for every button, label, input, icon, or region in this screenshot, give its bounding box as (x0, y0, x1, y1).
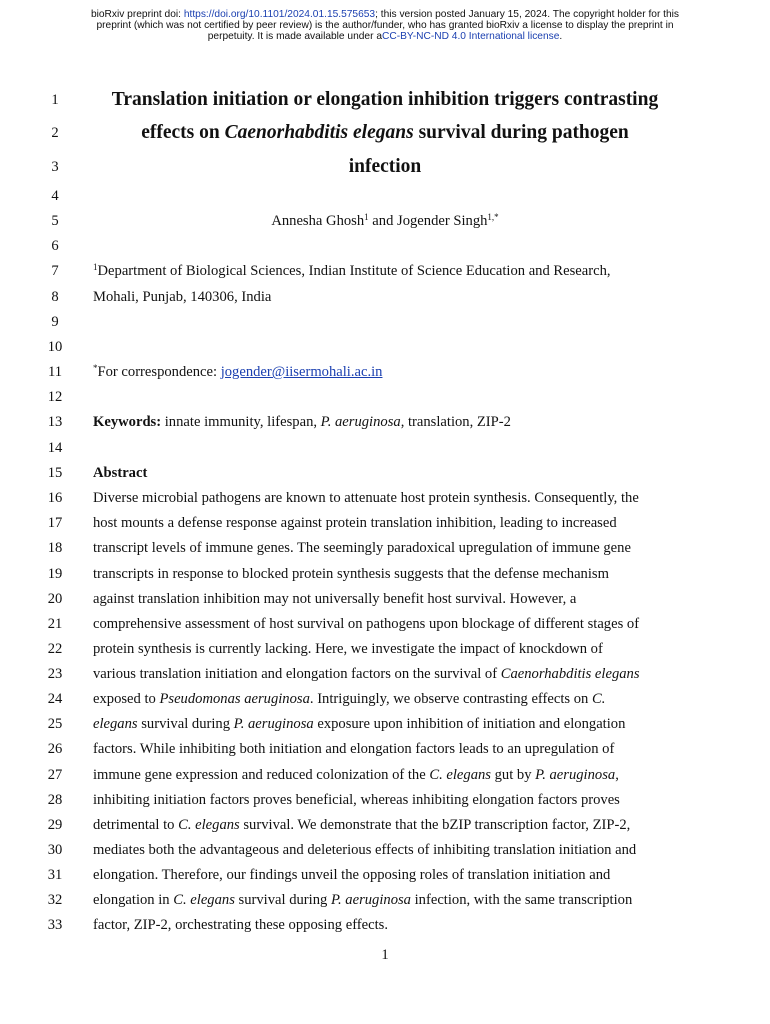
abstract-text: , (615, 767, 619, 783)
line-number: 17 (47, 515, 63, 531)
abstract-line (93, 666, 640, 683)
author-name: Annesha Ghosh (271, 213, 365, 229)
species-name: Caenorhabditis elegans (500, 666, 640, 682)
paper-title-line-2 (0, 122, 770, 144)
preprint-header-line-1 (0, 9, 770, 20)
line-number: 28 (47, 792, 63, 808)
species-name: elegans (93, 716, 138, 732)
affiliation-marker: 1 (93, 262, 98, 272)
affiliation-line-2: Mohali, Punjab, 140306, India (93, 289, 272, 305)
abstract-line: factors. While inhibiting both initiation and elongation factors leads to an upregulation of (93, 741, 615, 757)
abstract-line (93, 892, 632, 909)
species-name: C. elegans (178, 817, 240, 833)
abstract-line: against translation inhibition may not universally benefit host survival. However, a (93, 591, 577, 607)
affiliation-line-1 (93, 263, 611, 280)
line-number: 27 (47, 767, 63, 783)
correspondence (93, 364, 382, 381)
preprint-header-line-2: preprint (which was not certified by peer review) is the author/funder, who has granted bioRxiv a license to display the preprint in (96, 20, 674, 31)
abstract-line (93, 817, 630, 834)
author-name: Jogender Singh (397, 213, 488, 229)
keywords-text: innate immunity, lifespan, (161, 414, 321, 430)
abstract-text: exposed to (93, 691, 160, 707)
line-number: 21 (47, 616, 63, 632)
line-number: 20 (47, 591, 63, 607)
line-number: 3 (51, 159, 59, 175)
abstract-line: inhibiting initiation factors proves beneficial, whereas inhibiting elongation factors proves (93, 792, 620, 808)
line-number: 23 (47, 666, 63, 682)
abstract-line (93, 691, 605, 708)
abstract-text: survival during (137, 716, 234, 732)
line-number: 30 (47, 842, 63, 858)
abstract-text: immune gene expression and reduced colonization of the (93, 767, 430, 783)
correspondence-label: For correspondence: (97, 364, 221, 380)
title-species: Caenorhabditis elegans (224, 122, 414, 143)
abstract-line: protein synthesis is currently lacking. Here, we investigate the impact of knockdown of (93, 641, 603, 657)
abstract-line: elongation. Therefore, our findings unveil the opposing roles of translation initiation and (93, 867, 611, 883)
header-text: . (559, 31, 563, 42)
abstract-text: infection, with the same transcription (410, 892, 633, 908)
line-number: 26 (47, 741, 63, 757)
abstract-line (93, 767, 619, 784)
line-number: 13 (47, 414, 63, 430)
correspondence-email-link[interactable]: jogender@iisermohali.ac.in (220, 364, 383, 380)
header-text: bioRxiv preprint doi: (90, 9, 184, 20)
line-number: 9 (51, 314, 59, 330)
line-number: 22 (47, 641, 63, 657)
species-name: P. aeruginosa (233, 716, 314, 732)
abstract-heading-text: Abstract (93, 465, 148, 481)
header-text: ; this version posted January 15, 2024. The copyright holder for this (375, 9, 680, 20)
line-number: 25 (47, 716, 63, 732)
page-number: 1 (381, 947, 389, 963)
abstract-text: survival. We demonstrate that the bZIP transcription factor, ZIP-2, (239, 817, 631, 833)
line-number: 32 (47, 892, 63, 908)
abstract-line (93, 716, 625, 733)
affiliation-marker: 1 (364, 212, 369, 222)
line-number: 31 (47, 867, 63, 883)
line-number: 18 (47, 540, 63, 556)
species-name: P. aeruginosa (330, 892, 411, 908)
line-number: 19 (47, 566, 63, 582)
paper-title-line-3: infection (348, 156, 422, 177)
abstract-text: survival during (234, 892, 331, 908)
species-name: P. aeruginosa (535, 767, 616, 783)
abstract-text: . Intriguingly, we observe contrasting effects on (309, 691, 592, 707)
abstract-line: factor, ZIP-2, orchestrating these opposing effects. (93, 917, 388, 933)
line-number: 2 (51, 125, 59, 141)
species-name: C. (591, 691, 606, 707)
affiliation-text: Department of Biological Sciences, Indian Institute of Science Education and Research, (97, 263, 611, 279)
abstract-line: transcripts in response to blocked protein synthesis suggests that the defense mechanism (93, 566, 609, 582)
title-text: survival during pathogen (413, 122, 629, 143)
line-number: 8 (51, 289, 59, 305)
line-number: 7 (51, 263, 59, 279)
abstract-line: Diverse microbial pathogens are known to attenuate host protein synthesis. Consequently, the (93, 490, 639, 506)
author-list (0, 213, 770, 230)
paper-title-line-1: Translation initiation or elongation inhibition triggers contrasting (111, 89, 659, 110)
abstract-heading (93, 465, 147, 482)
abstract-text: detrimental to (93, 817, 179, 833)
species-name: Pseudomonas aeruginosa (159, 691, 310, 707)
abstract-line: transcript levels of immune genes. The seemingly paradoxical upregulation of immune gene (93, 540, 631, 556)
line-number: 16 (47, 490, 63, 506)
line-number: 6 (51, 238, 59, 254)
line-number: 29 (47, 817, 63, 833)
title-text: effects on (141, 122, 225, 143)
line-number: 15 (47, 465, 63, 481)
line-number: 11 (47, 364, 63, 380)
keywords-label: Keywords: (93, 414, 162, 430)
species-name: C. elegans (173, 892, 235, 908)
abstract-text: gut by (490, 767, 536, 783)
preprint-header-line-3 (0, 31, 770, 42)
keywords-species: P. aeruginosa (320, 414, 401, 430)
line-number: 5 (51, 213, 59, 229)
line-number: 4 (51, 188, 59, 204)
line-number: 1 (51, 92, 59, 108)
keywords-text: , translation, ZIP-2 (400, 414, 511, 430)
abstract-line: host mounts a defense response against protein translation inhibition, leading to increased (93, 515, 617, 531)
line-number: 14 (47, 440, 63, 456)
abstract-text: exposure upon inhibition of initiation and elongation (313, 716, 626, 732)
doi-link[interactable]: https://doi.org/10.1101/2024.01.15.575653 (183, 9, 376, 20)
correspondence-marker: * (93, 363, 98, 373)
author-separator: and (368, 213, 398, 229)
abstract-line: mediates both the advantageous and deleterious effects of inhibiting translation initiation and (93, 842, 637, 858)
species-name: C. elegans (429, 767, 491, 783)
line-number: 12 (47, 389, 63, 405)
line-number: 33 (47, 917, 63, 933)
abstract-text: elongation in (93, 892, 174, 908)
line-number: 10 (47, 339, 63, 355)
header-text: perpetuity. It is made available under a (207, 31, 382, 42)
affiliation-marker: 1,* (487, 212, 499, 222)
line-number: 24 (47, 691, 63, 707)
license-link[interactable]: CC-BY-NC-ND 4.0 International license (381, 31, 560, 42)
abstract-line: comprehensive assessment of host survival on pathogens upon blockage of different stages of (93, 616, 640, 632)
keywords (93, 414, 511, 431)
abstract-text: various translation initiation and elongation factors on the survival of (93, 666, 501, 682)
